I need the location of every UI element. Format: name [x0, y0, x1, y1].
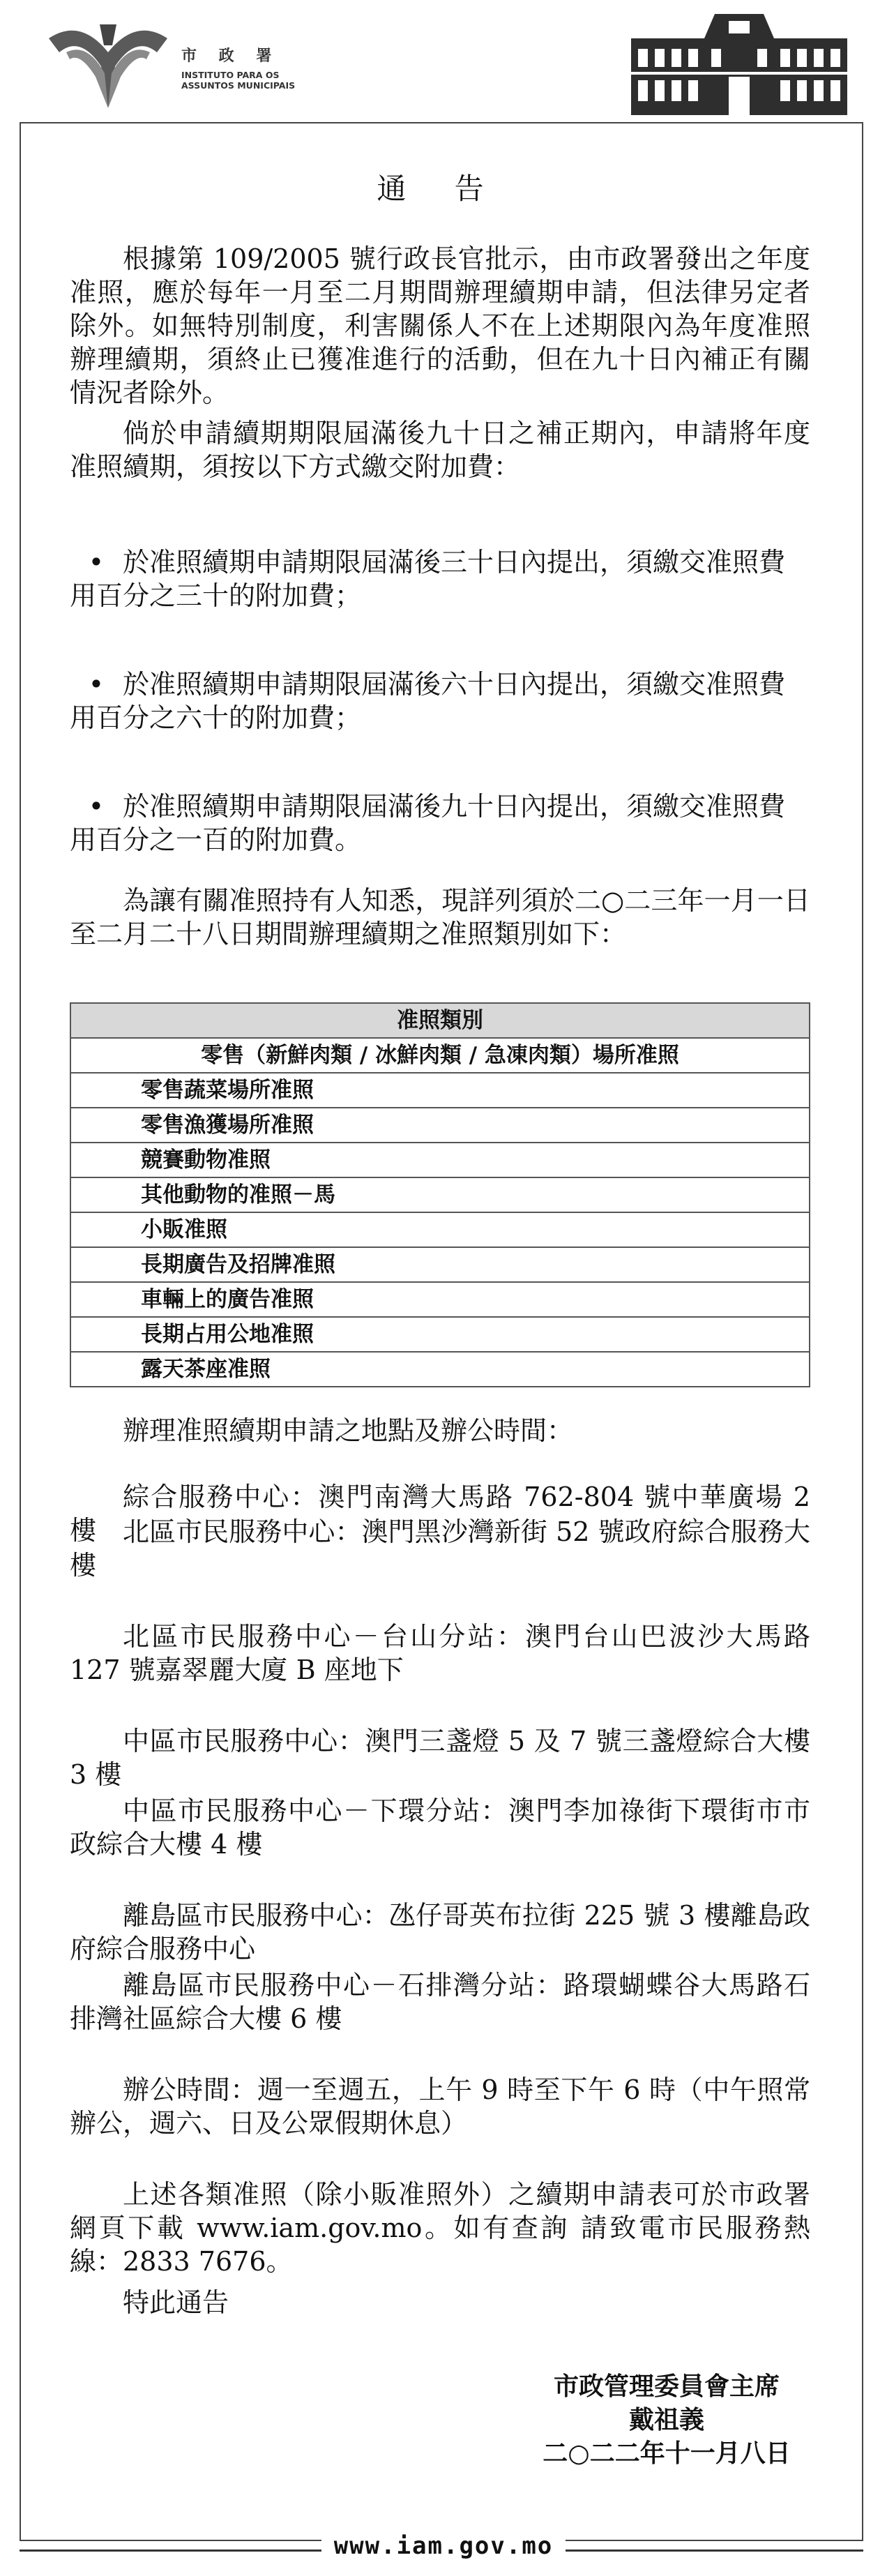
location-item: 綜合服務中心：澳門南灣大馬路 762-804 號中華廣場 2 樓: [70, 1482, 810, 1546]
table-row: 零售（新鮮肉類 / 冰鮮肉類 / 急凍肉類）場所准照: [70, 1038, 810, 1073]
location-item: 中區市民服務中心：澳門三盞燈 5 及 7 號三盞燈綜合大樓 3 樓: [70, 1726, 810, 1790]
bullet-item-2: [70, 668, 810, 735]
notice-frame: [20, 122, 863, 2541]
paragraph-1: 根據第 109/2005 號行政長官批示，由市政署發出之年度准照，應於每年一月至二月期間辦理續期申請，但法律另定者除外。如無特別制度，利害關係人不在上述期限內為年度准照辦理續期，須終止已獲准進行的活動，但在九十日內補正有關情況者除外。: [70, 243, 810, 408]
signature-block: [513, 2370, 820, 2470]
table-row: 車輛上的廣告准照: [70, 1282, 810, 1317]
bullet-icon: •: [88, 547, 105, 578]
org-name-pt-1: INSTITUTO PARA OS: [181, 70, 280, 80]
table-row: 小販准照: [70, 1212, 810, 1247]
org-name-cn: 市 政 署: [181, 47, 280, 65]
table-row: 零售蔬菜場所准照: [70, 1073, 810, 1108]
location-item: 離島區市民服務中心：氹仔哥英布拉街 225 號 3 樓離島政府綜合服務中心: [70, 1900, 810, 1964]
closing-text: 特此通告: [123, 2287, 229, 2318]
paragraph-3: 為讓有關准照持有人知悉，現詳列須於二○二三年一月一日至二月二十八日期間辦理續期之准照類別如下：: [70, 885, 810, 949]
notice-date: 二○二二年十一月八日: [543, 2439, 791, 2468]
footer-url-link[interactable]: www.iam.gov.mo: [321, 2532, 566, 2560]
locations-intro: 辦理准照續期申請之地點及辦公時間：: [123, 1415, 574, 1446]
license-table-header: 准照類別: [70, 1003, 810, 1038]
paragraph-2: 倘於申請續期期限屆滿後九十日之補正期內，申請將年度准照續期，須按以下方式繳交附加費：: [70, 418, 810, 482]
table-row: 長期占用公地准照: [70, 1317, 810, 1352]
bullet-icon: •: [88, 791, 105, 822]
building-icon: [631, 10, 847, 115]
location-item: 北區市民服務中心：澳門黑沙灣新街 52 號政府綜合服務大樓: [70, 1516, 810, 1581]
table-row: 競賽動物准照: [70, 1143, 810, 1177]
bullet-text-2: 於准照續期申請期限屆滿後六十日內提出，須繳交准照費用百分之六十的附加費；: [70, 669, 786, 733]
org-name-pt-2: ASSUNTOS MUNICIPAIS: [181, 80, 296, 91]
office-hours: 辦公時間：週一至週五，上午 9 時至下午 6 時（中午照常辦公，週六、日及公眾假期休息）: [70, 2074, 810, 2139]
table-row: 長期廣告及招牌准照: [70, 1247, 810, 1282]
table-row: 零售漁獲場所准照: [70, 1108, 810, 1143]
bullet-text-3: 於准照續期申請期限屆滿後九十日內提出，須繳交准照費用百分之一百的附加費。: [70, 791, 786, 855]
license-table: [70, 1002, 810, 1387]
bullet-text-1: 於准照續期申請期限屆滿後三十日內提出，須繳交准照費用百分之三十的附加費；: [70, 547, 786, 611]
table-row: 露天茶座准照: [70, 1352, 810, 1387]
location-item: 中區市民服務中心－下環分站：澳門李加祿街下環街市市政綜合大樓 4 樓: [70, 1795, 810, 1860]
iam-logo-icon: [38, 10, 178, 115]
page-header: [38, 10, 847, 115]
table-row: 其他動物的准照－馬: [70, 1177, 810, 1212]
bullet-item-3: [70, 790, 810, 857]
bullet-item-1: [70, 545, 810, 612]
footer-url: [0, 2532, 887, 2560]
notice-title: 通 告: [377, 172, 503, 206]
location-item: 北區市民服務中心－台山分站：澳門台山巴波沙大馬路 127 號嘉翠麗大廈 B 座地下: [70, 1621, 810, 1685]
bullet-icon: •: [88, 669, 105, 700]
location-item: 離島區市民服務中心－石排灣分站：路環蝴蝶谷大馬路石排灣社區綜合大樓 6 樓: [70, 1970, 810, 2034]
signer-name: 戴祖義: [628, 2405, 704, 2434]
download-info: 上述各類准照（除小販准照外）之續期申請表可於市政署網頁下載 www.iam.gov.mo。如有查詢 請致電市民服務熱線：2833 7676。: [70, 2179, 810, 2277]
signer-title: 市政管理委員會主席: [553, 2372, 780, 2401]
org-name: [181, 44, 295, 91]
